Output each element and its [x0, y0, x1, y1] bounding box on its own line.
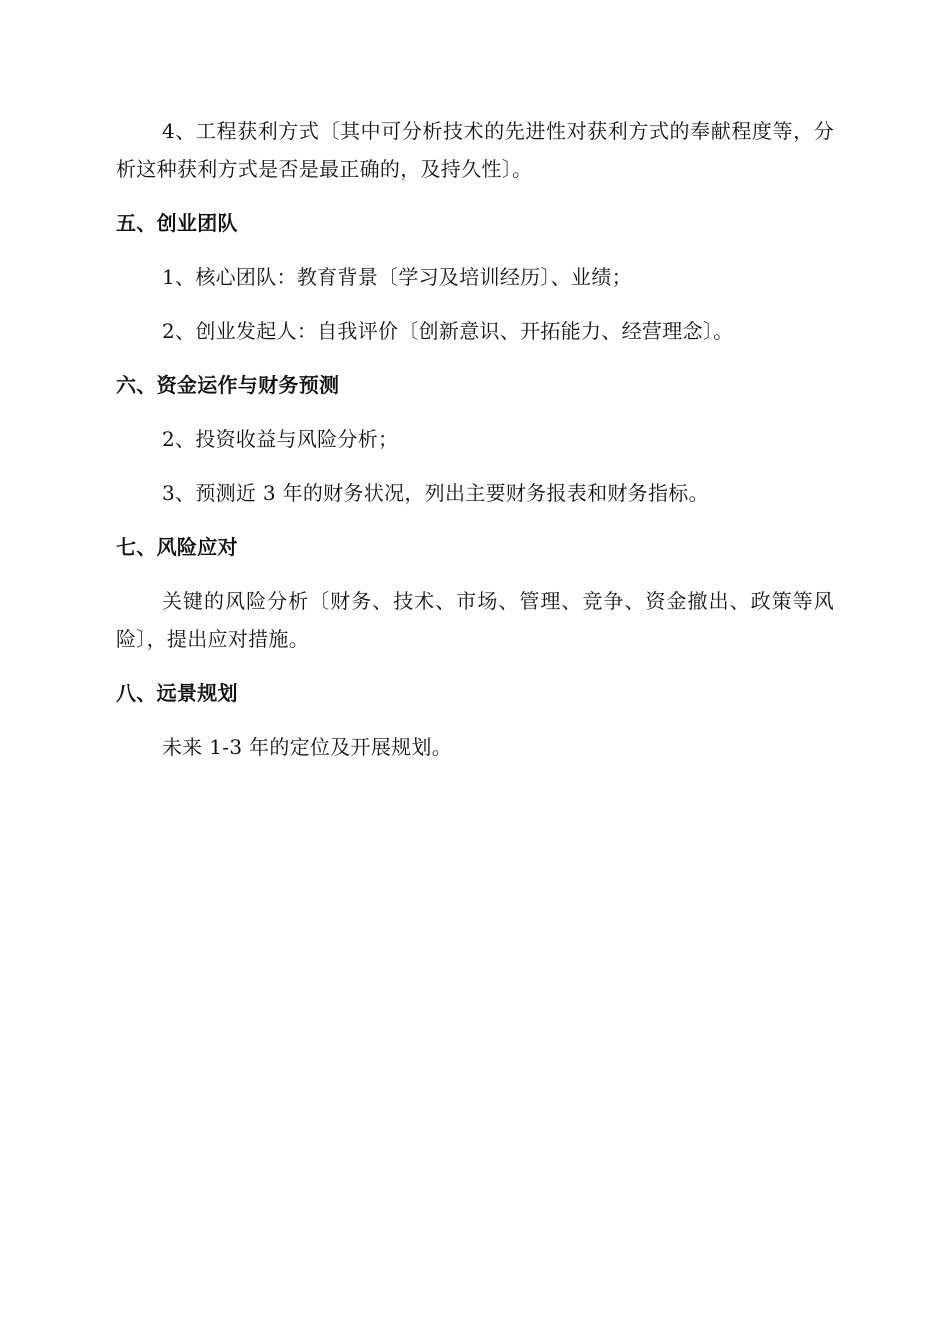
paragraph-core-team: 1、核心团队：教育背景〔学习及培训经历〕、业绩； — [162, 265, 632, 289]
heading-team: 五、创业团队 — [116, 211, 238, 235]
paragraph-risk-analysis: 关键的风险分析〔财务、技术、市场、管理、竞争、资金撤出、政策等风险〕，提出应对措施。 — [116, 589, 834, 651]
heading-risk: 七、风险应对 — [116, 535, 238, 559]
paragraph-investment-risk: 2、投资收益与风险分析； — [162, 427, 399, 451]
paragraph-financial-forecast: 3、预测近 3 年的财务状况，列出主要财务报表和财务指标。 — [162, 481, 709, 505]
heading-finance: 六、资金运作与财务预测 — [116, 373, 340, 397]
paragraph-founder: 2、创业发起人：自我评价〔创新意识、开拓能力、经营理念〕。 — [162, 319, 734, 343]
paragraph-profit-model: 4、工程获利方式〔其中可分析技术的先进性对获利方式的奉献程度等，分析这种获利方式是否是最正确的，及持久性〕。 — [116, 119, 834, 181]
heading-vision: 八、远景规划 — [116, 681, 238, 705]
document-body — [116, 112, 834, 782]
paragraph-vision-plan: 未来 1-3 年的定位及开展规划。 — [162, 735, 453, 759]
